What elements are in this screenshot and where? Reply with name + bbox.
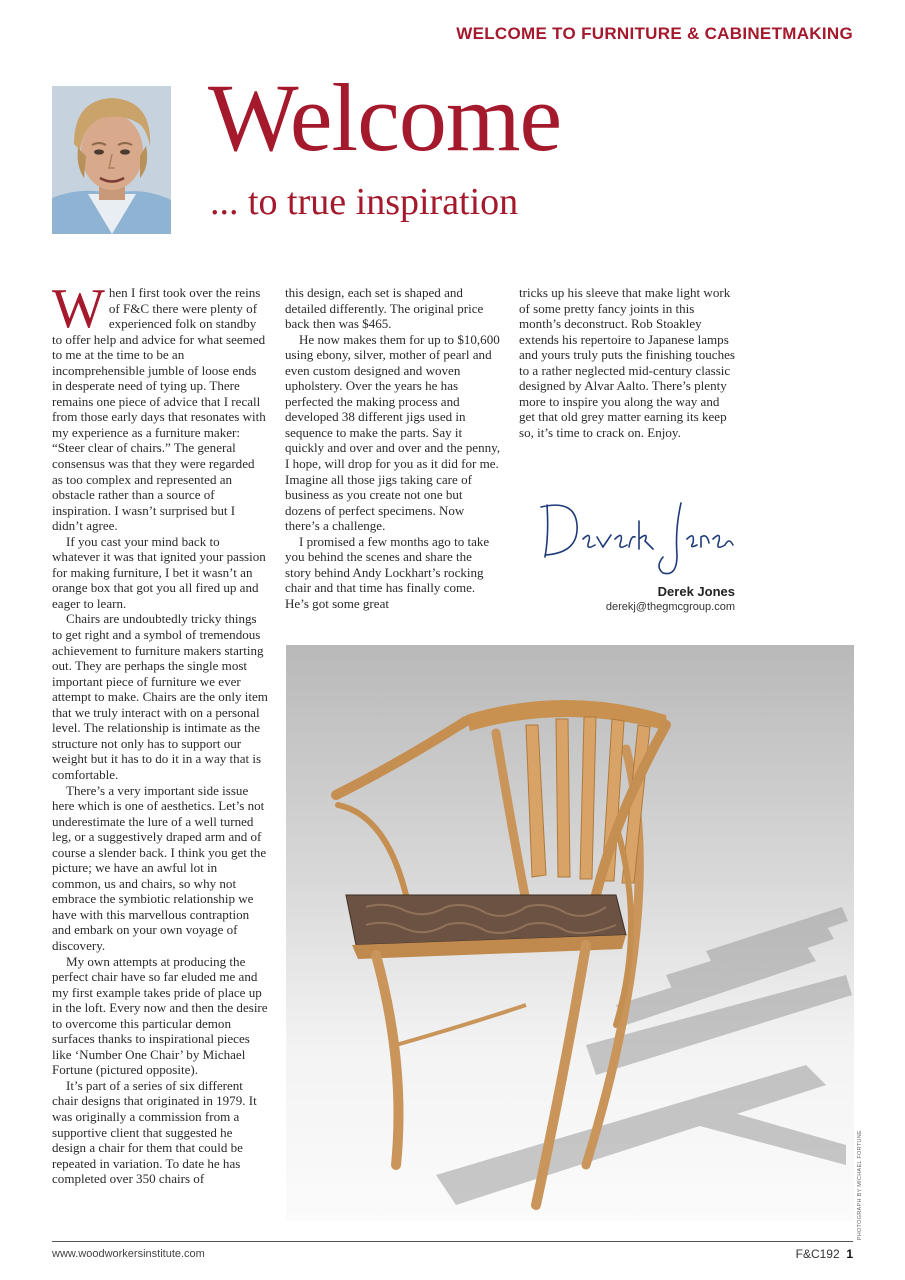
- author-name: Derek Jones: [657, 584, 735, 599]
- footer-rule: [52, 1241, 853, 1242]
- paragraph-text: hen I first took over the reins of F&C there were plenty of experienced folk on standby to offer help and advice for what seemed to me at the time to be an incomprehensible jumble of loose ends in desperate need of tying up. There remains one piece of advice that I recall from those early days that resonates with my experience as a furniture maker: “Steer clear of chairs.” The general consensus was that they were regarded as too complex and represented an obstacle rather than a source of inspiration. I wasn’t surprised but I didn’t agree.: [52, 285, 266, 534]
- article-column-3: [519, 285, 735, 440]
- section-header: WELCOME TO FURNITURE & CABINETMAKING: [456, 24, 853, 43]
- chair-photo: [286, 645, 854, 1221]
- paragraph: I promised a few months ago to take you behind the scenes and share the story behind Andy Lockhart’s rocking chair and that time has finally come. He’s got some great: [285, 533, 490, 611]
- paragraph: [52, 278, 268, 534]
- headline: Welcome: [208, 64, 562, 171]
- article-column-1: [52, 278, 268, 1187]
- author-email[interactable]: derekj@thegmcgroup.com: [605, 601, 735, 613]
- paragraph: He now makes them for up to $10,600 using ebony, silver, mother of pearl and even custom designed and woven upholstery. Over the years he has perfected the making process and developed 38 different jigs used in sequence to make the parts. Say it quickly and over and over and the penny, I hope, will drop for you as it did for me. Imagine all those jigs taking care of business as you create not one but dozens of perfect specimens. Now there’s a challenge.: [285, 331, 501, 534]
- paragraph: My own attempts at producing the perfect chair have so far eluded me and my first example takes pride of place up in the loft. Every now and then the desire to overcome this particular demon surfaces thanks to inspirational pieces like ‘Number One Chair’ by Michael Fortune (pictured opposite).: [52, 953, 268, 1078]
- paragraph: Chairs are undoubtedly tricky things to get right and a symbol of tremendous achievement to furniture makers starting out. They are perhaps the single most important piece of furniture we ever attempt to make. Chairs are the only item that we truly interact with on a personal level. The relationship is intimate as the structure not only has to support our weight but it has to do it in a way that is comfortable.: [52, 611, 268, 782]
- subheadline: ... to true inspiration: [210, 181, 519, 223]
- signature-graphic: [535, 495, 735, 585]
- editor-portrait: [52, 86, 171, 234]
- chair-image: [286, 645, 854, 1221]
- photo-credit: PHOTOGRAPH BY MICHAEL FORTUNE: [857, 1130, 863, 1241]
- paragraph: If you cast your mind back to whatever it was that ignited your passion for making furniture, I bet it wasn’t an orange box that got you all fired up and eager to learn.: [52, 533, 266, 611]
- article-column-2: [285, 285, 501, 611]
- drop-cap: W: [52, 278, 105, 340]
- paragraph: tricks up his sleeve that make light work of some pretty fancy joints in this month’s deconstruct. Rob Stoakley extends his repertoire to Japanese lamps and yours truly puts the finishing touches to a rather neglected mid-century classic designed by Alvar Aalto. There’s plenty more to inspire you along the way and get that old grey matter earning its keep so, it’s time to crack on. Enjoy.: [519, 285, 735, 440]
- issue-number: F&C192: [795, 1247, 840, 1261]
- portrait-image: [52, 86, 171, 234]
- page-number: 1: [846, 1247, 853, 1261]
- footer-website[interactable]: www.woodworkersinstitute.com: [52, 1248, 205, 1260]
- paragraph: It’s part of a series of six different chair designs that originated in 1979. It was originally a commission from a supportive client that suggested he design a chair for them that could be repeated in variation. To date he has completed over 350 chairs of: [52, 1077, 257, 1187]
- paragraph: There’s a very important side issue here which is one of aesthetics. Let’s not underestimate the lure of a well turned leg, or a suggestively draped arm and of course a slender back. I think you get the picture; we have an awful lot in common, us and chairs, so why not embrace the symbiotic relationship we have with this marvellous contraption and embark on your own voyage of discovery.: [52, 782, 267, 953]
- footer-page-info: [796, 1247, 853, 1261]
- paragraph: this design, each set is shaped and detailed differently. The original price back then was $465.: [285, 285, 484, 332]
